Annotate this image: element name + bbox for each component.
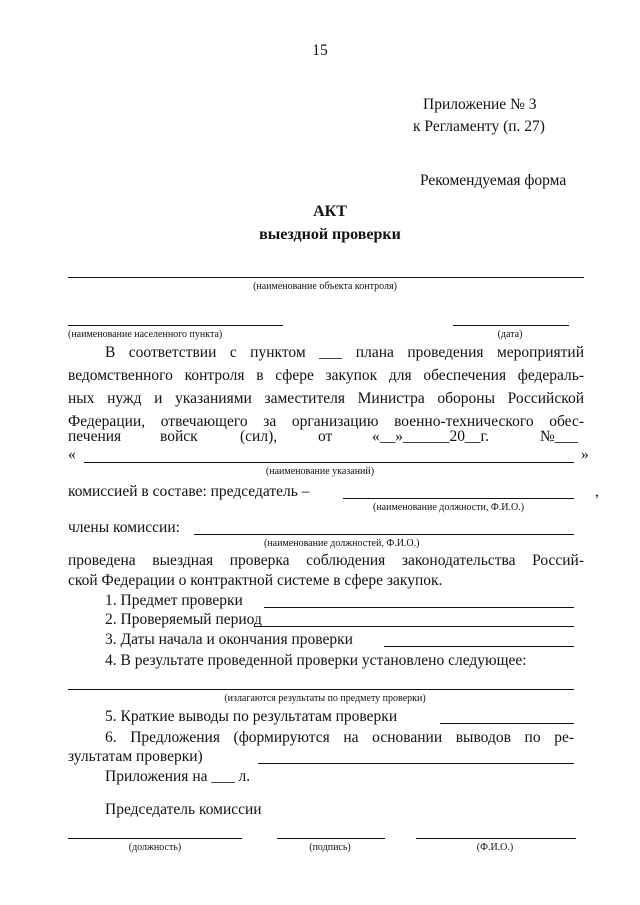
paragraph-2-line-2: ской Федерации о контрактной системе в сфере закупок. xyxy=(68,572,443,589)
signature-name-caption: (Ф.И.О.) xyxy=(476,842,514,853)
paragraph-1-line-3: ных нужд и указаниями заместителя Министра обороны Российской xyxy=(68,390,584,407)
chair-caption: (наименование должности, Ф.И.О.) xyxy=(373,502,525,513)
item-6-line xyxy=(258,763,574,764)
paragraph-1-line-2: ведомственного контроля в сфере закупок для обеспечения федераль- xyxy=(68,367,584,384)
settlement-line xyxy=(68,325,283,326)
signature-sign-line xyxy=(277,838,385,839)
date-caption: (дата) xyxy=(497,329,523,340)
item-6-proposals-line-2: зультатам проверки) xyxy=(68,748,203,765)
commission-members-label: члены комиссии: xyxy=(68,519,180,536)
item-1-subject: 1. Предмет проверки xyxy=(105,592,243,609)
para1-word-4: от xyxy=(318,428,333,445)
signature-name-line xyxy=(416,838,576,839)
members-line xyxy=(194,534,574,535)
results-line xyxy=(68,689,574,690)
item-3-line xyxy=(384,646,574,647)
control-object-caption: (наименование объекта контроля) xyxy=(253,281,397,292)
chair-comma: , xyxy=(595,483,599,500)
item-1-line xyxy=(264,607,574,608)
quote-open: « xyxy=(68,446,76,463)
item-6-proposals-line-1: 6. Предложения (формируются на основании выводов по ре- xyxy=(105,729,574,746)
attachments-label: Приложения на ___ л. xyxy=(105,768,251,785)
date-line xyxy=(453,325,569,326)
para1-number-blank: №___ xyxy=(540,428,579,445)
para1-word-2: войск xyxy=(160,428,198,445)
settlement-caption: (наименование населенного пункта) xyxy=(68,329,223,340)
para1-word-1: печения xyxy=(68,428,122,445)
document-title: АКТ xyxy=(313,203,347,220)
signature-sign-caption: (подпись) xyxy=(309,842,351,853)
members-caption: (наименование должностей, Ф.И.О.) xyxy=(264,538,420,549)
item-5-line xyxy=(440,723,574,724)
item-4-results: 4. В результате проведенной проверки установлено следующее: xyxy=(105,652,527,669)
document-subtitle: выездной проверки xyxy=(259,226,401,243)
commission-chair-label: комиссией в составе: председатель – xyxy=(68,483,310,500)
item-2-line xyxy=(254,626,574,627)
instructions-line xyxy=(84,462,574,463)
chairman-signature-label: Председатель комиссии xyxy=(105,801,262,818)
appendix-line-1: Приложение № 3 xyxy=(423,96,537,113)
paragraph-1-line-4: Федерации, отвечающего за организацию военно-технического обес- xyxy=(68,413,584,430)
item-3-dates: 3. Даты начала и окончания проверки xyxy=(105,631,353,648)
para1-word-3: (сил), xyxy=(240,428,278,445)
results-caption: (излагаются результаты по предмету проверки) xyxy=(224,693,426,704)
item-5-conclusions: 5. Краткие выводы по результатам проверки xyxy=(105,708,398,725)
para1-date-blank: «__»______20__г. xyxy=(372,428,489,445)
appendix-line-2: к Регламенту (п. 27) xyxy=(413,118,545,135)
signature-position-caption: (должность) xyxy=(128,842,182,853)
quote-close: » xyxy=(581,446,589,463)
page-number: 15 xyxy=(312,42,328,59)
paragraph-1-line-1: В соответствии с пунктом ___ плана проведения мероприятий xyxy=(105,344,584,361)
item-2-period: 2. Проверяемый период xyxy=(105,611,262,628)
chair-line xyxy=(343,498,574,499)
signature-position-line xyxy=(68,838,242,839)
recommended-form-label: Рекомендуемая форма xyxy=(420,172,567,189)
control-object-line xyxy=(68,277,584,278)
instructions-caption: (наименование указаний) xyxy=(265,466,375,477)
paragraph-2-line-1: проведена выездная проверка соблюдения законодательства Россий- xyxy=(68,552,584,569)
